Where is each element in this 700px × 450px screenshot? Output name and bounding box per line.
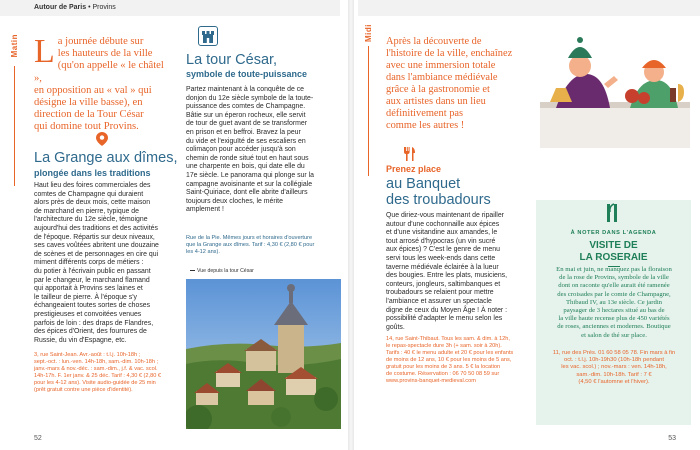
text-line: de la rose de Provins, symbole de la ville: [559, 274, 669, 282]
tour-info: [186, 235, 338, 256]
text-line: comme les autres !: [386, 120, 465, 131]
running-header: Autour de Paris • Provins: [34, 4, 116, 11]
text-line: de roses, anciennes et modernes. Boutique: [557, 323, 671, 331]
text-line: l'histoire de la ville, enchaînez: [386, 48, 513, 59]
right-runhead-bar: [358, 0, 700, 16]
banquet-title-1: au Banquet: [386, 176, 461, 192]
text-line: servi tous les week-ends dans cette: [386, 254, 496, 262]
text-line: chemin de ronde situé tout en haut sous: [186, 154, 309, 162]
text-line: définitivement pas: [386, 108, 464, 119]
text-line: troubadours se relaient pour mettre: [386, 289, 494, 297]
text-line: le tailleur de pierre. À l'époque s'y: [34, 293, 137, 301]
text-line: de moins de 12 ans, 10 € pour les moins de 5 ans,: [386, 357, 512, 363]
text-line: pour les 4-12 ans). Visite audio-guidée de 25 min: [34, 380, 156, 386]
text-line: 17e siècle. Le panorama qui plonge sur la: [186, 171, 314, 179]
text-line: par le changeur, le marchand flamand: [34, 276, 150, 284]
text-line: Que diriez-vous maintenant de ripailler: [386, 212, 504, 219]
text-line: amplement !: [186, 206, 224, 214]
text-line: puissance des comtes de Champagne.: [186, 103, 306, 111]
text-line: campagne avoisinante et sur la collégiale: [186, 180, 313, 188]
text-line: échangeaient toutes sortes de choses: [34, 302, 151, 310]
text-line: Haut lieu des foires commerciales des: [34, 182, 151, 189]
banquet-body: [386, 212, 532, 332]
text-line: que la Grange aux dîmes. Tarif : 4,30 € (2,80 € pour: [186, 242, 315, 248]
text-line: et salon de thé sur place.: [581, 331, 647, 339]
right-intro: [386, 36, 536, 132]
text-line: aux épices) ? C'est le genre de menu: [386, 246, 500, 254]
text-line: des bougies. Entre les plats, musiciens,: [386, 272, 508, 280]
text-line: toujours deux cloches, le mérite: [186, 197, 283, 205]
provins-photo: [186, 279, 341, 429]
photo-caption: Vue depuis la tour César: [190, 268, 254, 274]
text-line: colimaçon pour accéder jusqu'à son: [186, 146, 296, 154]
text-line: sept.-oct. : lun.-ven. 14h-18h, sam.-dim. 10h-18h ;: [34, 359, 159, 365]
text-line: du vide et l'exiguïté de ses escaliers en: [186, 137, 306, 145]
text-line: Russie, du vin d'Espagne, etc.: [34, 336, 127, 344]
agenda-body: [540, 266, 688, 340]
text-line: la ville haute recense plus de 450 variétés: [558, 315, 670, 323]
text-line: goûts.: [386, 323, 405, 331]
text-line: tout arrosé d'hypocras (un vin sucré: [386, 237, 496, 245]
text-line: des croisades par le comte de Champagne,: [557, 290, 671, 298]
tour-subtitle: symbole de toute-puissance: [186, 69, 308, 79]
page-number-right: 53: [668, 435, 676, 442]
text-line: dont on raconte qu'elle aurait été ramenée: [558, 282, 670, 290]
roses-icon: [604, 202, 622, 224]
text-line: 3, rue Saint-Jean. Avr.-août : t.l.j. 10h-18h ;: [34, 352, 141, 358]
intro-text: [34, 33, 174, 134]
grange-body: [34, 182, 174, 345]
text-line: donjon du 12e siècle symbole de la toute-: [186, 94, 314, 102]
text-line: qui apportait à Provins ses laines et: [34, 285, 143, 293]
text-line: Tarifs : 40 € le menu adulte et 20 € pour les enfants: [386, 350, 514, 356]
text-line: aujourd'hui des traditions et des activités: [34, 224, 158, 232]
text-line: a journée débute sur: [57, 36, 144, 47]
tab-line: [14, 66, 15, 186]
text-line: taverne médiévale éclairée à la lueur: [386, 263, 499, 271]
text-line: autour d'une cochonnaille aux épices: [386, 220, 500, 228]
left-intro: [34, 33, 174, 134]
text-line: en prison et en beffroi. Bravez la peur: [186, 128, 301, 136]
banquet-kicker: Prenez place: [386, 164, 442, 174]
text-line: conteurs, jongleurs, saltimbanques et: [386, 280, 501, 288]
text-line: en opposition au « val » qui: [34, 84, 152, 96]
text-line: parfois de loin : des draps de Flandres,: [34, 319, 154, 327]
text-line: de scènes et de personnages en cire qui: [34, 250, 159, 258]
tab-line-right: [368, 46, 369, 176]
text-line: dans l'ambiance médiévale: [386, 72, 498, 83]
tab-matin: Matin: [10, 34, 19, 58]
text-line: paysager de 3 hectares situé au bas de: [563, 307, 665, 315]
text-line: sam.-dim. 10h-18h. Tarif : 7 €: [576, 371, 652, 378]
text-line: une charpente en bois, qui date elle du: [186, 163, 305, 171]
text-line: Après la découverte de: [386, 36, 482, 47]
text-line: www.provins-banquet-medieval.com: [386, 378, 476, 384]
agenda-info: [540, 350, 688, 386]
text-line: 14h-17h. F. 1er janv. & 25 déc. Tarif : 4,30 € (2,80 €: [34, 373, 161, 379]
text-line: En mai et juin, ne manquez pas la floraison: [556, 266, 672, 273]
text-line: le repas-spectacle dure 3h (+ sam. soir à 20h).: [386, 343, 502, 349]
text-line: Thibaud IV, au 13e siècle. Ce jardin: [565, 298, 663, 306]
text-line: Partez maintenant à la conquête de ce: [186, 86, 304, 93]
banquet-title-2: des troubadours: [386, 192, 491, 208]
banquet-illustration: [540, 28, 690, 148]
text-line: les vac. scol.) ; nov.-mars : ven. 14h-18h,: [561, 364, 667, 371]
text-line: de l'époque. Répartis sur deux niveaux,: [34, 233, 155, 241]
text-line: gratuit pour les moins de 3 ans. 5 € la location: [386, 364, 501, 370]
text-line: de marchand en pierre, typique de: [34, 207, 139, 215]
text-line: du potier à l'écrivain public en passant: [34, 267, 151, 275]
text-line: l'ambiance et assurer un spectacle: [386, 297, 492, 305]
text-line: les hauteurs de la ville: [57, 48, 153, 60]
text-line: (4,50 € l'automne et l'hiver).: [578, 378, 650, 385]
text-line: alors près de deux mois, cette maison: [34, 199, 151, 207]
tour-body: [186, 86, 336, 215]
text-line: possibilité d'adapter le menu selon les: [386, 315, 503, 323]
fork-knife-icon: [402, 146, 416, 162]
text-line: les 4-12 ans).: [186, 249, 220, 255]
text-line: qui domine tout Provins.: [34, 121, 139, 133]
agenda-title-2: LA ROSERAIE: [579, 252, 648, 263]
text-line: janv.-mars & nov.-déc. : sam.-dim., j.f. & vac. scol.: [34, 366, 158, 372]
text-line: avec une immersion totale: [386, 60, 496, 71]
castle-icon: [201, 29, 215, 43]
text-line: des épices d'Orient, des fourrures de: [34, 328, 147, 336]
tab-midi: Midi: [364, 24, 373, 42]
text-line: (qu'on appelle « le châtel »,: [34, 60, 164, 84]
text-line: comtes de Champagne qui duraient: [34, 190, 144, 198]
text-line: de costume. Réservation : 06 70 50 08 59 sur: [386, 371, 500, 377]
text-line: Rue de la Pie. Mêmes jours et horaires d'ouverture: [186, 235, 313, 241]
banquet-info: [386, 336, 536, 385]
text-line: prestigieuses et convoitées venues: [34, 310, 142, 318]
text-line: oct. : t.l.j. 10h-19h30 (10h-18h pendant: [564, 357, 664, 364]
text-line: désigne la ville basse), en: [34, 97, 143, 109]
text-line: miment différents corps de métiers :: [34, 259, 144, 267]
tour-title: La tour César,: [186, 52, 278, 68]
agenda-title-1: VISITE DE: [589, 240, 638, 251]
text-line: grâce à la gastronomie et: [386, 84, 490, 95]
text-line: l'architecture du 12e siècle, témoigne: [34, 216, 148, 224]
location-pin-icon: [96, 132, 108, 146]
text-line: Saint-Quiriace, dont elle abrite d'ailleurs: [186, 189, 308, 197]
text-line: aux artistes dans un lieu: [386, 96, 486, 107]
grange-title: La Grange aux dîmes,: [34, 150, 178, 166]
agenda-kicker: À NOTER DANS L'AGENDA: [570, 230, 657, 236]
page-number-left: 52: [34, 435, 42, 442]
text-line: 11, rue des Prés. 01 60 58 05 78. Fin mars à fin: [552, 350, 676, 356]
grange-subtitle: plongée dans les traditions: [34, 168, 151, 178]
intro-dropcap: L: [34, 33, 55, 70]
text-line: digne de ceux du Moyen Âge ! À noter :: [386, 306, 508, 314]
text-line: et d'une visitandine aux amandes, le: [386, 229, 498, 237]
text-line: (prêt gratuit contre une pièce d'identité).: [34, 387, 133, 393]
text-line: Bâtie sur un éperon rocheux, elle servit: [186, 111, 306, 119]
text-line: de tour de guet avant de se transformer: [186, 120, 308, 128]
text-line: ses caves voûtées abritent une douzaine: [34, 242, 159, 250]
book-spine: [348, 0, 354, 450]
grange-info: [34, 352, 180, 394]
text-line: direction de la Tour César: [34, 109, 144, 121]
text-line: 14, rue Saint-Thibaut. Tous les sam. & dim. à 12h,: [386, 336, 510, 342]
